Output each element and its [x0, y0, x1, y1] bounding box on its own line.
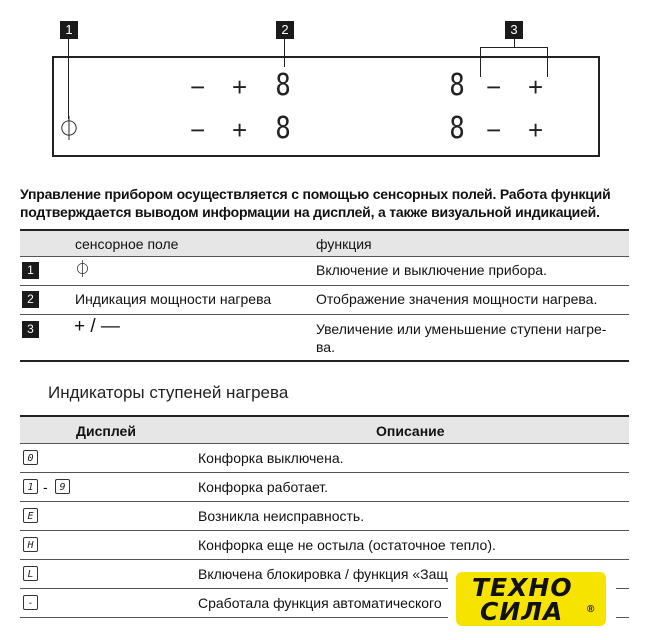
- display-symbol: -: [23, 595, 38, 610]
- table-row: [20, 531, 629, 560]
- zone-3-minus[interactable]: −: [190, 115, 206, 145]
- display-symbol: H: [23, 537, 38, 552]
- zone-3-plus[interactable]: +: [232, 115, 248, 145]
- zone-4-display: 8: [449, 111, 465, 146]
- row-function: Увеличение или уменьшение ступени нагре-: [316, 321, 607, 337]
- row-field: Индикация мощности нагрева: [75, 291, 272, 307]
- section-heading: Индикаторы ступеней нагрева: [48, 383, 289, 402]
- table-row: [20, 315, 629, 362]
- zone-4-minus[interactable]: −: [486, 115, 502, 145]
- table-row: [20, 502, 629, 531]
- row-description: Возникла неисправность.: [198, 508, 365, 524]
- row-description: Конфорка еще не остыла (остаточное тепло).: [198, 537, 496, 553]
- header-function: функция: [316, 236, 372, 252]
- header-display: Дисплей: [76, 423, 136, 439]
- display-symbol: 0: [23, 450, 38, 465]
- control-panel: [52, 56, 600, 157]
- row-function: Отображение значения мощности нагрева.: [316, 291, 598, 307]
- display-symbol: E: [23, 508, 38, 523]
- table-row: [20, 444, 629, 473]
- display-symbol: L: [23, 566, 38, 581]
- row-number-badge: 1: [22, 262, 39, 279]
- logo-line-1: ТЕХНО: [472, 573, 573, 602]
- display-symbol: 9: [55, 479, 70, 494]
- logo-registered-mark: ®: [587, 604, 595, 615]
- row-description: Конфорка работает.: [198, 479, 329, 495]
- callout-3-line: [514, 39, 515, 47]
- power-icon[interactable]: ⏀: [57, 116, 81, 143]
- range-separator: -: [43, 479, 48, 495]
- logo-line-2: СИЛА: [480, 597, 564, 626]
- callout-2: 2: [276, 21, 294, 39]
- zone-1-plus[interactable]: +: [232, 72, 248, 102]
- row-function: Включение и выключение прибора.: [316, 262, 547, 278]
- power-icon: ⏀: [74, 260, 91, 279]
- row-number-badge: 2: [22, 291, 39, 308]
- callout-1: 1: [60, 21, 78, 39]
- table-header-row: [20, 231, 629, 257]
- header-description: Описание: [376, 423, 445, 439]
- zone-3-display: 8: [275, 111, 291, 146]
- row-function-continued: ва.: [316, 339, 335, 355]
- intro-paragraph: Управление прибором осуществляется с помощью сенсорных полей. Работа функций подтверждается выводом информации на дисплей, а также визуальной индикацией.: [20, 186, 611, 220]
- table-row: [20, 286, 629, 315]
- zone-1-display: 8: [275, 68, 291, 103]
- row-description: Конфорка выключена.: [198, 450, 344, 466]
- zone-2-plus[interactable]: +: [528, 72, 544, 102]
- table-row: [20, 473, 629, 502]
- zone-1-minus[interactable]: −: [190, 72, 206, 102]
- header-sensor-field: сенсорное поле: [75, 236, 179, 252]
- logo-badge: [456, 572, 606, 626]
- table-header-row: [20, 417, 629, 444]
- zone-2-display: 8: [449, 68, 465, 103]
- table-row: [20, 257, 629, 286]
- row-number-badge: 3: [22, 321, 39, 338]
- plus-minus-icon: + / —: [74, 316, 120, 337]
- zone-4-plus[interactable]: +: [528, 115, 544, 145]
- technosila-logo: [448, 566, 616, 628]
- row-description: Сработала функция автоматического: [198, 595, 442, 611]
- display-symbol: 1: [23, 479, 38, 494]
- row-description: Включена блокировка / функция «Защ: [198, 566, 448, 582]
- zone-2-minus[interactable]: −: [486, 72, 502, 102]
- callout-3: 3: [505, 21, 523, 39]
